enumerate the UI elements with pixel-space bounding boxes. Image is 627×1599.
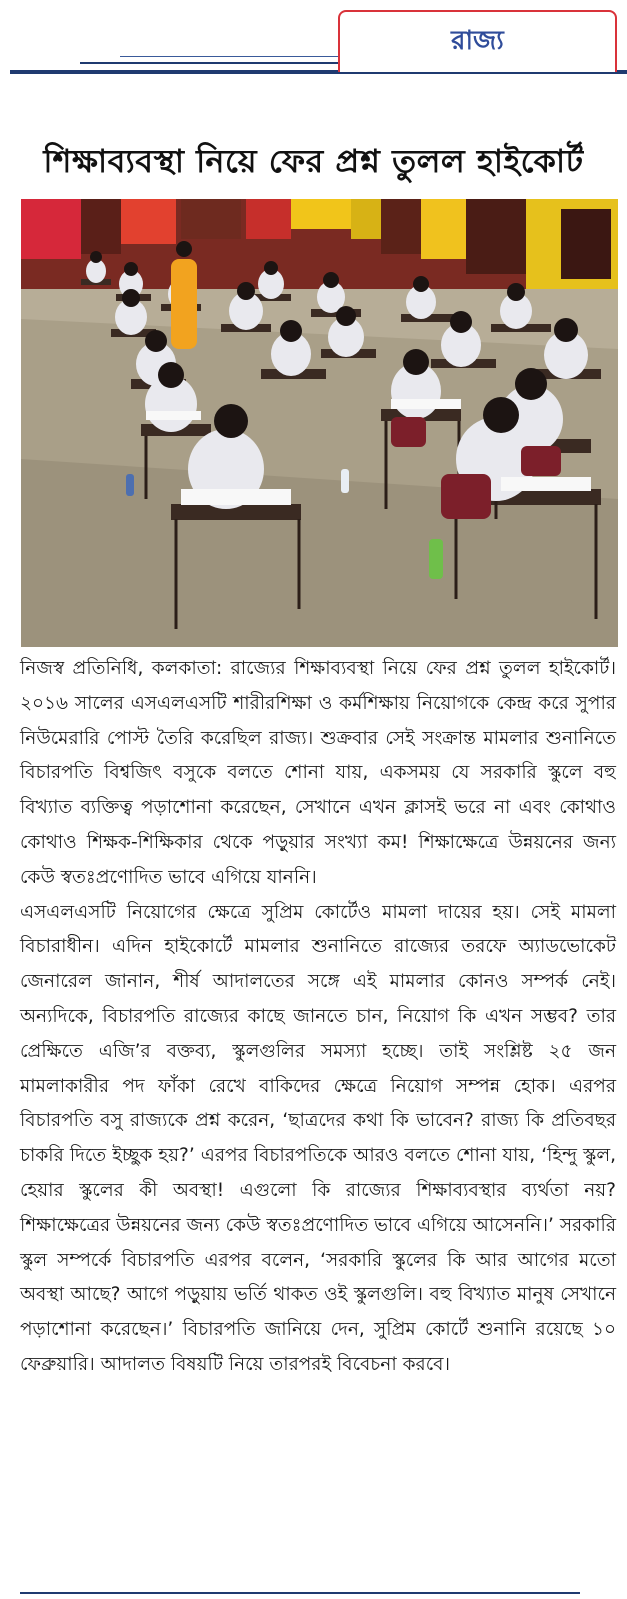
footer-rule — [20, 1592, 580, 1594]
header-rule-accent — [120, 56, 338, 57]
article-paragraph-1: নিজস্ব প্রতিনিধি, কলকাতা: রাজ্যের শিক্ষাব্যবস্থা নিয়ে ফের প্রশ্ন তুলল হাইকোর্ট। ২০১৬ সালের এসএলএসটি শারীরশিক্ষা ও কর্মশিক্ষায় নিয়োগকে কেন্দ্র করে সুপার নিউমেরারি পোস্ট তৈরি করেছিল রাজ্য। শুক্রবার সেই সংক্রান্ত মামলার শুনানিতে বিচারপতি বিশ্বজিৎ বসুকে বলতে শোনা যায়, একসময় যে সরকারি স্কুলে বহু বিখ্যাত ব্যক্তিত্ব পড়াশোনা করেছেন, সেখানে এখন ক্লাসই ভরে না এবং কোথাও কোথাও শিক্ষক-শিক্ষিকার থেকে পড়ুয়ার সংখ্যা কম! শিক্ষাক্ষেত্রে উন্নয়নের জন্য কেউ স্বতঃপ্রণোদিত ভাবে এগিয়ে যাননি। — [20, 658, 616, 888]
header-rule-thin — [80, 62, 338, 64]
article-body — [20, 652, 616, 1383]
page-header — [0, 0, 627, 90]
section-tab — [338, 10, 617, 72]
article-photo — [21, 199, 618, 647]
article-paragraph-2: এসএলএসটি নিয়োগের ক্ষেত্রে সুপ্রিম কোর্টেও মামলা দায়ের হয়। সেই মামলা বিচারাধীন। এদিন হাইকোর্টে মামলার শুনানিতে রাজ্যের তরফে অ্যাডভোকেট জেনারেল জানান, শীর্ষ আদালতের সঙ্গে এই মামলার কোনও সম্পর্ক নেই। অন্যদিকে, বিচারপতি রাজ্যের কাছে জানতে চান, নিয়োগ কি এখন সম্ভব? তার প্রেক্ষিতে এজি’র বক্তব্য, স্কুলগুলির সমস্যা হচ্ছে। তাই সংশ্লিষ্ট ২৫ জন মামলাকারীর পদ ফাঁকা রেখে বাকিদের ক্ষেত্রে নিয়োগ সম্পন্ন হোক। এরপর বিচারপতি বসু রাজ্যকে প্রশ্ন করেন, ‘ছাত্রদের কথা কি ভাবেন? রাজ্য কি প্রতিবছর চাকরি দিতে ইচ্ছুক হয়?’ এরপর বিচারপতিকে আরও বলতে শোনা যায়, ‘হিন্দু স্কুল, হেয়ার স্কুলের কী অবস্থা! এগুলো কি রাজ্যের শিক্ষাব্যবস্থার ব্যর্থতা নয়? শিক্ষাক্ষেত্রের উন্নয়নের জন্য কেউ স্বতঃপ্রণোদিত ভাবে এগিয়ে আসেননি।’ সরকারি স্কুল সম্পর্কে বিচারপতি এরপর বলেন, ‘সরকারি স্কুলের কি আর আগের মতো অবস্থা আছে? আগে পড়ুয়ায় ভর্তি থাকত ওই স্কুলগুলি। বহু বিখ্যাত মানুষ সেখানে পড়াশোনা করেছেন।’ বিচারপতি জানিয়ে দেন, সুপ্রিম কোর্টে শুনানি রয়েছে ১০ ফেব্রুয়ারি। আদালত বিষয়টি নিয়ে তারপরই বিবেচনা করবে। — [20, 901, 616, 1375]
article-headline: শিক্ষাব্যবস্থা নিয়ে ফের প্রশ্ন তুলল হাইকোর্ট — [43, 142, 584, 180]
section-label: রাজ্য — [451, 26, 504, 56]
